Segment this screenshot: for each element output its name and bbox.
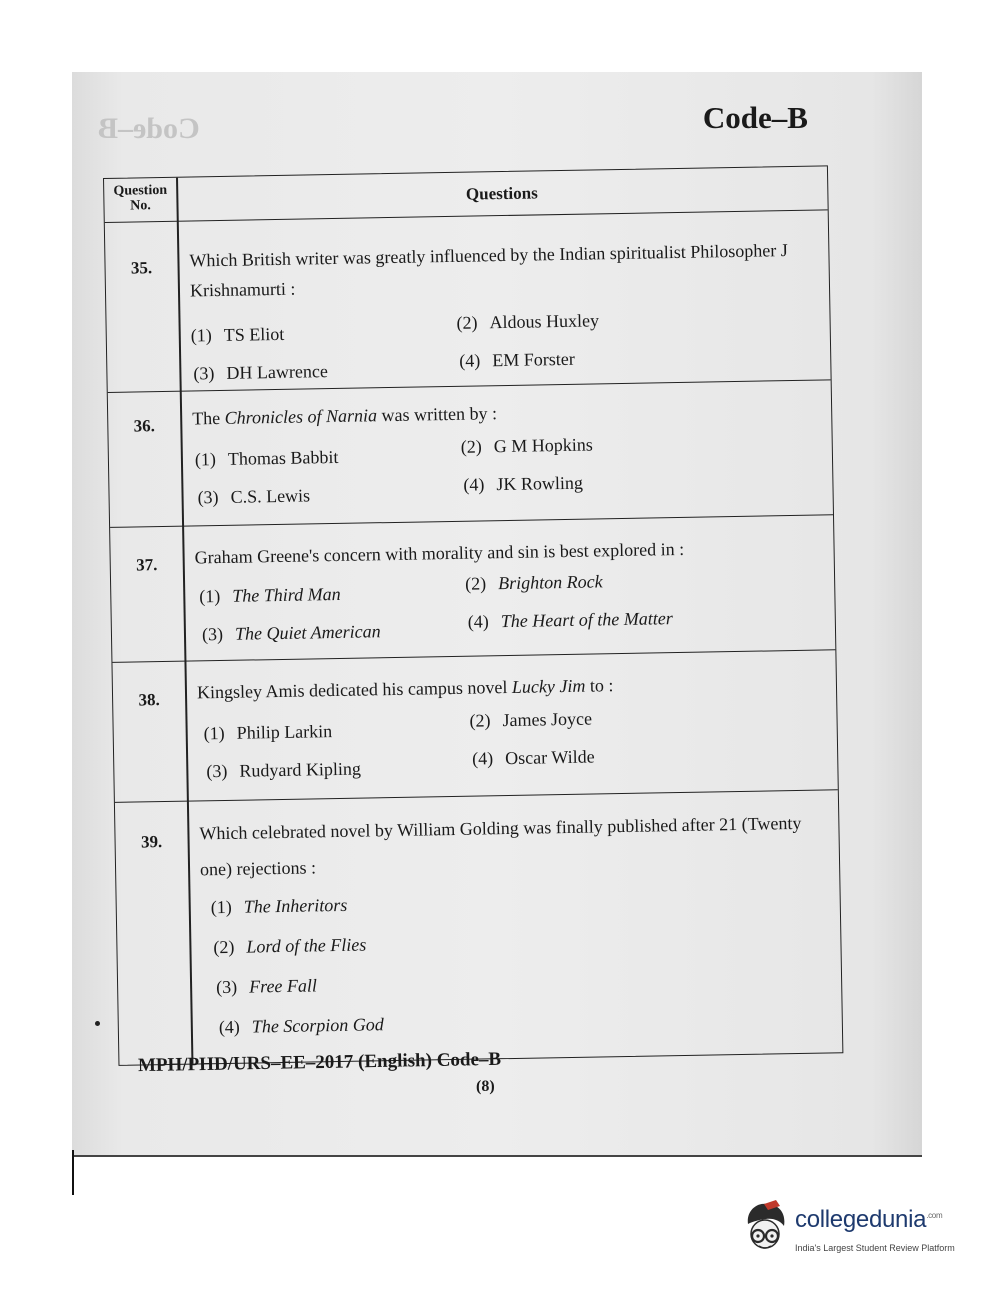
option: (3) Rudyard Kipling [206, 758, 362, 782]
option: (1) The Inheritors [210, 894, 348, 918]
option: (4) JK Rowling [463, 472, 584, 495]
option: (3) The Quiet American [201, 621, 381, 645]
header-question-no: Question No. [113, 182, 168, 214]
exam-code-footer: MPH/PHD/URS–EE–2017 (English) Code–B [137, 1048, 502, 1077]
option: (2) Brighton Rock [464, 571, 603, 594]
option: (4) Oscar Wilde [472, 746, 595, 769]
option: (2) James Joyce [469, 708, 593, 731]
option: (1) The Third Man [199, 583, 341, 607]
bleed-through-code: Code–B [98, 112, 200, 145]
question-number: 38. [138, 690, 160, 710]
option: (3) Free Fall [215, 975, 318, 998]
brand-name: collegedunia$^{.com}$ [795, 1206, 943, 1233]
question-text: Kingsley Amis dedicated his campus novel Lucky Jim to : [196, 675, 614, 703]
option: (2) Aldous Huxley [456, 310, 600, 333]
question-number: 35. [130, 258, 153, 278]
question-row [112, 650, 837, 803]
option: (3) C.S. Lewis [197, 485, 311, 508]
page-number: (8) [476, 1078, 495, 1095]
question-text: Which British writer was greatly influenced by the Indian spiritualist Philosopher J Krishnamurti : [189, 240, 788, 301]
option: (2) G M Hopkins [460, 434, 593, 457]
page-edge-bottom [72, 1155, 922, 1157]
page-edge-left [72, 1150, 74, 1195]
question-number: 37. [135, 555, 158, 575]
brand-tagline: India's Largest Student Review Platform [795, 1243, 955, 1253]
option: (4) EM Forster [459, 348, 575, 371]
option: (1) TS Eliot [190, 323, 285, 346]
collegedunia-logo [740, 1200, 970, 1260]
question-row [105, 210, 831, 393]
option: (2) Lord of the Flies [213, 934, 367, 958]
question-number: 36. [133, 416, 156, 436]
student-mascot-icon [740, 1200, 790, 1258]
option: (3) DH Lawrence [193, 361, 329, 384]
option: (4) The Scorpion God [218, 1014, 384, 1038]
question-number: 39. [140, 832, 163, 852]
option: (1) Thomas Babbit [194, 446, 339, 470]
question-row [115, 790, 842, 1067]
questions-table [103, 165, 843, 1066]
question-row [108, 380, 833, 528]
code-label: Code–B [702, 100, 808, 135]
option: (4) The Heart of the Matter [467, 608, 673, 632]
question-text: Graham Greene's concern with morality and sin is best explored in : [194, 538, 685, 568]
option: (1) Philip Larkin [203, 721, 333, 744]
question-text: Which celebrated novel by William Golding was finally published after 21 (Twenty one) rejections : [199, 812, 802, 880]
question-row [110, 515, 835, 663]
stray-mark [95, 1021, 100, 1026]
header-questions: Questions [465, 183, 538, 204]
question-text: The Chronicles of Narnia was written by : [192, 403, 498, 429]
